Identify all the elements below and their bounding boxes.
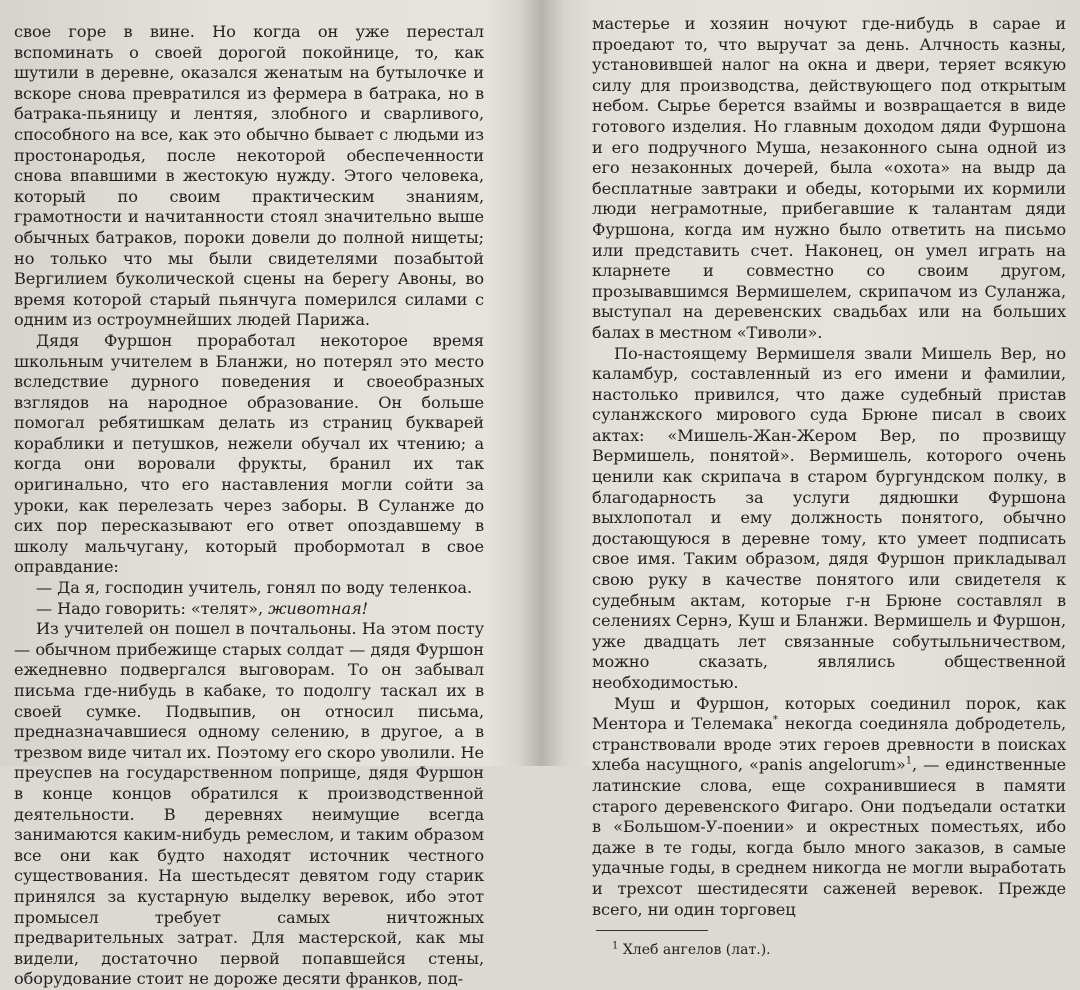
- footnote-text: Хлеб ангелов (лат.).: [622, 942, 771, 959]
- left-page-text: [14, 0, 484, 990]
- asterisk-footnote-mark: *: [772, 714, 778, 726]
- footnote-reference-1: 1: [905, 755, 912, 767]
- book-gutter: [520, 0, 564, 766]
- dialog-line-1: — Да я, господин учитель, гонял по воду теленкоа.: [36, 578, 473, 598]
- dialog-line-2-italic: животная!: [268, 598, 369, 618]
- right-paragraph-3-part-c: , — единственные латинские слова, еще сохранившиеся в памяти старого деревенского Фигаро. Они подъедали остатки в «Большом-У-поении» и окрестных поместьях, ибо даже в те годы, когда было много заказов, в самые удачные годы, в среднем никогда не могли выработать и трехсот шестидесяти саженей веревок. Прежде всего, ни один торговец: [592, 755, 1066, 919]
- dialog-line-2-text: — Надо говорить: «телят»,: [36, 598, 264, 618]
- right-page-text: [592, 0, 1066, 920]
- left-page: [14, 0, 484, 989]
- left-paragraph-3: Из учителей он пошел в почтальоны. На этом посту — обычном прибежище старых солдат — дядя Фуршон ежедневно подвергался выговорам. То он забывал письма где-нибудь в кабаке, то подолгу таскал их в своей сумке. Подвыпив, он относил письма, предназначавшиеся одному селению, в другое, а в трезвом виде читал их. Поэтому его скоро уволили. Не преуспев на государственном поприще, дядя Фуршон в конце концов обратился к производственной деятельности. В деревнях неимущие всегда занимаются каким-нибудь ремеслом, и таким образом все они как будто находят источник честного существования. На шестьдесят девятом году старик принялся за кустарную выделку веревок, ибо этот промысел требует самых ничтожных предварительных затрат. Для мастерской, как мы видели, достаточно первой попавшейся стены, оборудование стоит не дороже десяти франков, под-: [14, 619, 484, 989]
- right-paragraph-2: По-настоящему Вермишеля звали Мишель Вер, но каламбур, составленный из его имени и фамилии, настолько привился, что даже судебный пристав суланжского мирового суда Брюне писал в своих актах: «Мишель-Жан-Жером Вер, по прозвищу Вермишель, понятой». Вермишель, которого очень ценили как скрипача в старом бургундском полку, в благодарность за услуги дядюшки Фуршона выхлопотал и ему должность понятого, обычно достающуюся в деревне тому, кто умеет подписать свое имя. Таким образом, дядя Фуршон прикладывал свою руку в качестве понятого или свидетеля к судебным актам, которые г-н Брюне составлял в селениях Сернэ, Куш и Бланжи. Вермишель и Фуршон, уже двадцать лет связанные собутыльничеством, можно сказать, являлись общественной необходимостью.: [592, 343, 1066, 692]
- dialog-line-2: [14, 599, 484, 620]
- right-paragraph-3-part-a: Муш и Фуршон, которых соединил порок, как Ментора и Телемака: [592, 693, 1066, 734]
- right-paragraph-3: [592, 694, 1066, 921]
- footnote-divider: [596, 930, 708, 931]
- left-paragraph-1: свое горе в вине. Но когда он уже перестал вспоминать о своей дорогой покойнице, то, как шутили в деревне, оказался женатым на бутылочке и вскоре снова превратился из фермера в батрака, но в батрака-пьяницу и лентяя, злобного и сварливого, способного на все, как это обычно бывает с людьми из простонародья, после некоторой обеспеченности снова впавшими в жестокую нужду. Этого человека, который по своим практическим знаниям, грамотности и начитанности стоял значительно выше обычных батраков, пороки довели до полной нищеты; но только что мы были свидетелями позабытой Вергилием буколической сцены на берегу Авоны, во время которой старый пьянчуга померился силами с одним из остроумнейших людей Парижа.: [14, 22, 484, 330]
- footnote: [592, 941, 1066, 959]
- left-paragraph-2: Дядя Фуршон проработал некоторое время школьным учителем в Бланжи, но потерял это место вследствие дурного поведения и своеобразных взглядов на народное образование. Он больше помогал ребятишкам делать из страниц букварей кораблики и петушков, нежели обучал их чтению; а когда они воровали фрукты, бранил их так оригинально, что его наставления могли сойти за уроки, как перелезать через заборы. В Суланже до сих пор пересказывают его ответ опоздавшему в школу мальчугану, который пробормотал в свое оправдание:: [14, 330, 484, 577]
- right-page: [592, 0, 1066, 959]
- footnote-number: 1: [612, 940, 619, 952]
- right-paragraph-1: мастерье и хозяин ночуют где-нибудь в сарае и проедают то, что выручат за день. Алчность казны, установившей налог на окна и двери, теряет всякую силу для производства, действующего под открытым небом. Сырье берется взаймы и возвращается в виде готового изделия. Но главным доходом дяди Фуршона и его подручного Муша, незаконного сына одной из его незаконных дочерей, была «охота» на выдр да бесплатные завтраки и обеды, которыми их кормили люди неграмотные, прибегавшие к талантам дяди Фуршона, когда им нужно было ответить на письмо или представить счет. Наконец, он умел играть на кларнете и совместно со своим другом, прозывавшимся Вермишелем, скрипачом из Суланжа, выступал на деревенских свадьбах или на больших балах в местном «Тиволи».: [592, 14, 1066, 342]
- right-paragraph-3-part-b: некогда соединяла добродетель, странствовали вроде этих героев древности в поисках хлеба насущного, «panis angelorum»: [592, 714, 1066, 775]
